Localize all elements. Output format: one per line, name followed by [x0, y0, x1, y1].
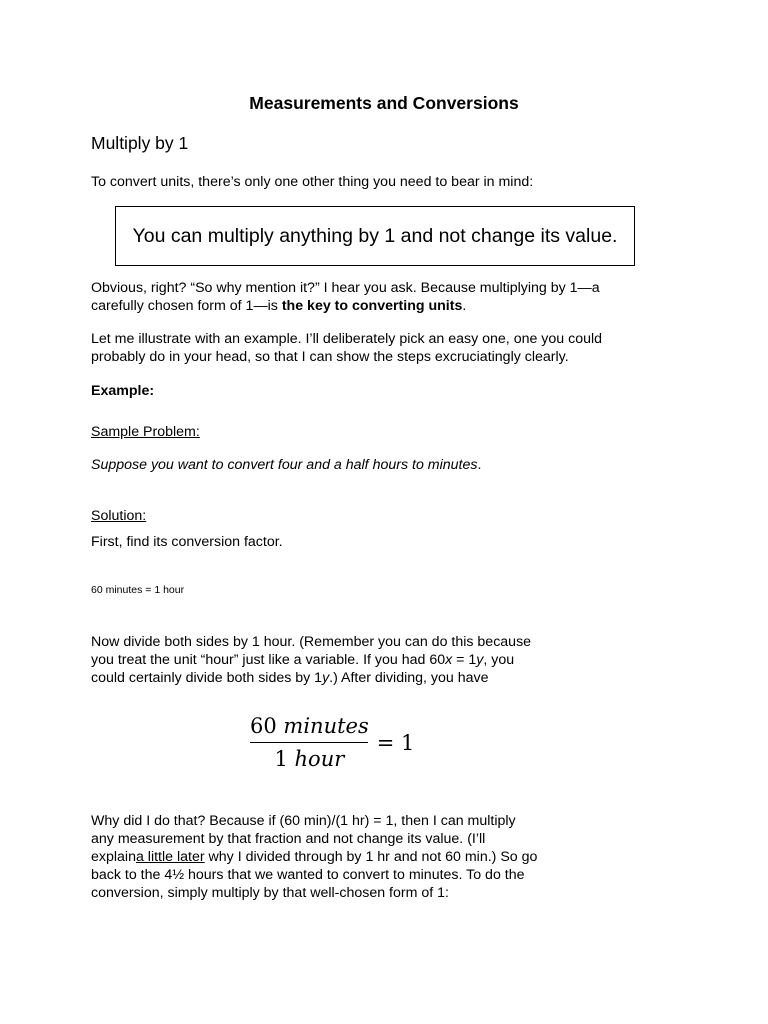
conversion-factor: 60 minutes = 1 hour — [91, 584, 185, 596]
sample-problem-period: . — [477, 457, 482, 473]
paragraph-3-line-1: Now divide both sides by 1 hour. (Remember you can do this because — [91, 634, 532, 650]
conversion-equation — [248, 712, 414, 773]
paragraph-4-line-4: back to the 4½ hours that we wanted to convert to minutes. To do the — [91, 867, 525, 883]
solution-text: First, find its conversion factor. — [91, 534, 283, 550]
paragraph-2-line-2: probably do in your head, so that I can show the steps excruciatingly clearly. — [91, 349, 569, 365]
paragraph-3 — [91, 633, 531, 687]
paragraph-3-text-a: you treat the unit “hour” just like a variable. If you had 60 — [91, 652, 446, 668]
paragraph-4-line-2: any measurement by that fraction and not change its value. (I’ll — [91, 831, 486, 847]
solution-label: Solution: — [91, 508, 147, 524]
paragraph-1-end: . — [462, 298, 467, 314]
paragraph-4-line-5: conversion, simply multiply by that well-chosen form of 1: — [91, 885, 449, 901]
a-little-later-link[interactable]: a little later — [135, 849, 205, 865]
sample-problem-text — [91, 456, 481, 474]
paragraph-2-line-1: Let me illustrate with an example. I’ll deliberately pick an easy one, one you could — [91, 331, 603, 347]
paragraph-4 — [91, 812, 537, 902]
variable-y: y — [476, 652, 484, 668]
paragraph-4-text-b: why I divided through by 1 hr and not 60 min.) So go — [204, 849, 538, 865]
variable-y: y — [322, 670, 330, 686]
intro-text: To convert units, there’s only one other thing you need to bear in mind: — [91, 174, 534, 190]
page-title: Measurements and Conversions — [249, 93, 519, 113]
paragraph-1-line-2 — [91, 297, 600, 315]
numerator-number: 60 — [250, 714, 277, 738]
key-rule-callout — [115, 206, 635, 266]
paragraph-3-text-e: .) After dividing, you have — [329, 670, 489, 686]
section-heading: Multiply by 1 — [91, 133, 189, 153]
variable-x: x — [445, 652, 453, 668]
paragraph-2 — [91, 330, 602, 366]
denominator-number: 1 — [274, 747, 288, 771]
equation-rhs: = 1 — [376, 730, 415, 755]
callout-text: You can multiply anything by 1 and not change its value. — [132, 224, 618, 247]
numerator-unit: minutes — [283, 714, 369, 738]
key-phrase: the key to converting units — [281, 298, 463, 314]
example-label: Example: — [91, 383, 155, 399]
fraction-bar — [250, 742, 368, 743]
paragraph-3-text-d: could certainly divide both sides by 1 — [91, 670, 323, 686]
sample-problem-question: Suppose you want to convert four and a half hours to minutes — [91, 457, 478, 473]
fraction-numerator — [248, 712, 371, 740]
fraction-denominator — [272, 745, 346, 773]
paragraph-1-line-1: Obvious, right? “So why mention it?” I hear you ask. Because multiplying by 1—a — [91, 280, 600, 296]
paragraph-3-text-c: , you — [483, 652, 515, 668]
paragraph-3-line-3 — [91, 669, 531, 687]
denominator-unit: hour — [294, 747, 345, 771]
paragraph-4-line-3 — [91, 848, 537, 866]
fraction — [248, 712, 371, 773]
paragraph-1-text: carefully chosen form of 1—is — [91, 298, 282, 314]
paragraph-3-line-2 — [91, 651, 531, 669]
paragraph-4-text-a: explain — [91, 849, 136, 865]
paragraph-4-line-1: Why did I do that? Because if (60 min)/(1 hr) = 1, then I can multiply — [91, 813, 516, 829]
sample-problem-label: Sample Problem: — [91, 424, 200, 440]
paragraph-3-text-b: = 1 — [452, 652, 477, 668]
paragraph-1 — [91, 279, 600, 315]
